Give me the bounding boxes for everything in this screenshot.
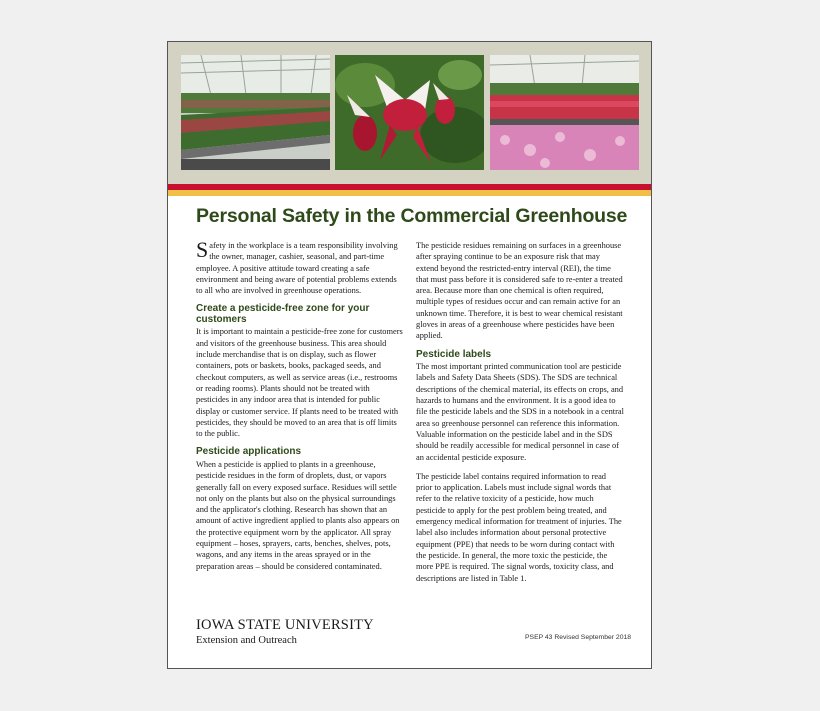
page-title: Personal Safety in the Commercial Greenhouse (196, 205, 628, 227)
section-heading-pesticide-labels: Pesticide labels (416, 348, 492, 360)
university-logo (196, 617, 374, 646)
document-page (167, 41, 652, 669)
publication-code: PSEP 43 Revised September 2018 (525, 634, 632, 641)
gold-stripe (168, 190, 651, 196)
drop-cap: S (196, 237, 209, 262)
logo-sub-text: Extension and Outreach (196, 635, 297, 646)
intro-paragraph: Safety in the workplace is a team responsibility involving the owner, manager, cashier, seasonal, and part-time employee. A positive attitude toward creating a safe environment and being aware of potential problems extends to all who are involved in greenhouse operations. (196, 237, 398, 296)
section-body-pesticide-applications: When a pesticide is applied to plants in a greenhouse, pesticide residues in the form of droplets, dust, or vapors generally fall on every exposed surface. Residues will settle not only on the plants but also on the physical surroundings and the applicator's clothing. Research has shown that an amount of active ingredient applied to plants also appears on the protective equipment worn by the applicator. All spray equipment – hoses, sprayers, carts, benches, shelves, pots, wagons, and any items in the areas sprayed or in the preparation areas – should be considered contaminated. (196, 459, 400, 571)
greenhouse-benches-photo (181, 55, 330, 170)
flowering-plants-photo (490, 55, 639, 170)
right-column (416, 240, 624, 592)
section-heading-pesticide-free-zone: Create a pesticide-free zone for your customers (196, 303, 370, 325)
fuchsia-flower-photo (335, 55, 484, 170)
section-body-pesticide-free-zone: It is important to maintain a pesticide-free zone for customers and visitors of the greenhouse business. This area should include merchandise that is on display, such as flower containers, pots or baskets, books, packaged seeds, and checkout computers, as well as service areas (i.e., restrooms or reading rooms). Plants should not be treated with pesticides in any indoor area that is intended for public display or customer service. If plants need to be treated with pesticides, they should be moved to an area that is off limits to the public. (196, 327, 403, 439)
section-body-pesticide-labels-2: The pesticide label contains required information to read prior to application. Labels must include signal words that refer to the relative toxicity of a pesticide, how much pesticide to apply for the pest problem being treated, and emergency medical information for treatment of injuries. The label also includes information about personal protective equipment (PPE) that needs to be worn during contact with the pesticide. In general, the more toxic the pesticide, the more PPE is required. The signal words, toxicity class, and descriptions are listed in Table 1. (416, 471, 622, 583)
header-banner (168, 42, 651, 184)
left-column (196, 237, 404, 580)
section-body-pesticide-labels-1: The most important printed communication tool are pesticide labels and Safety Data Sheets (SDS). The SDS are technical descriptions of the chemical material, its effects on crops, and hazards to humans and the environment. It is a good idea to file the pesticide labels and the SDS in a notebook in a central area so greenhouse personnel can reference this information. Valuable information on the pesticide label and in the SDS should be readily accessible for medical personnel in case of an accidental pesticide exposure. (416, 362, 624, 462)
section-heading-pesticide-applications: Pesticide applications (196, 446, 302, 458)
logo-main-text: IOWA STATE UNIVERSITY (196, 617, 374, 633)
residues-paragraph: The pesticide residues remaining on surfaces in a greenhouse after spraying continue to be an exposure risk that may extend beyond the restricted-entry interval (REI), the time that must pass before it is considered safe to re-enter a treated area. Because more than one chemical is often required, multiple types of residues occur and can remain active for an unknown time. Therefore, it is best to wear chemical resistant gloves in areas of a greenhouse where pesticides have been applied. (416, 241, 623, 341)
